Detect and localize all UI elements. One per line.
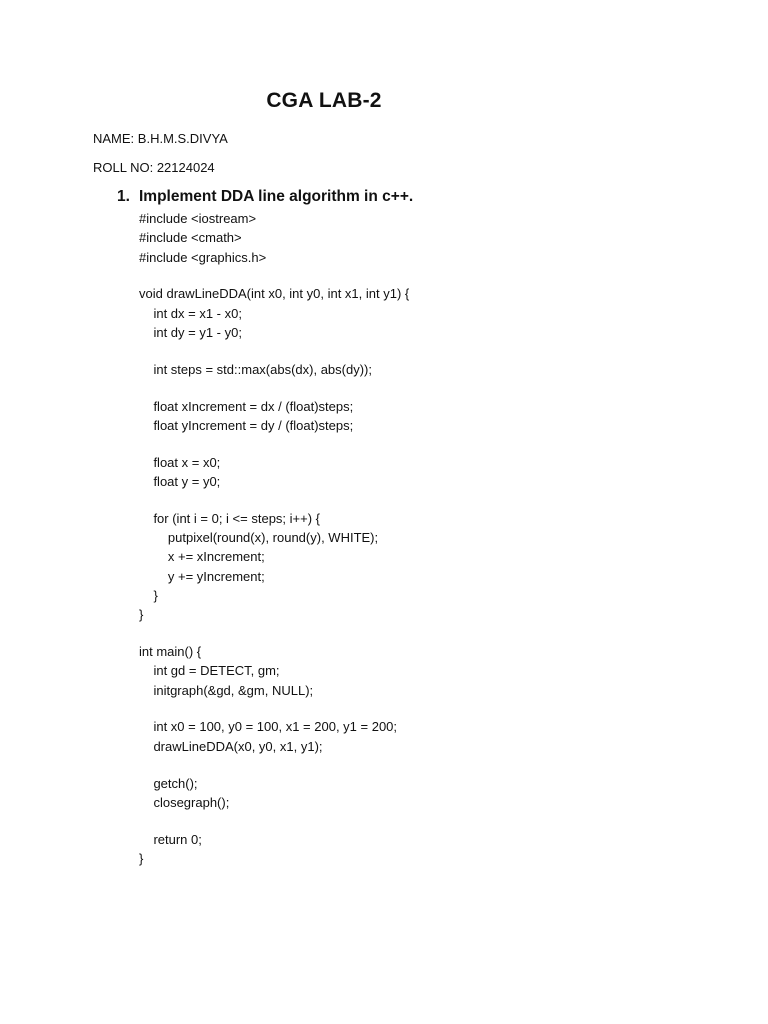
code-line: int dx = x1 - x0; <box>139 305 242 321</box>
code-line <box>139 625 699 643</box>
code-line: x += xIncrement; <box>139 549 265 565</box>
code-line: return 0; <box>139 831 202 847</box>
code-line: getch(); <box>139 775 198 791</box>
question-heading <box>117 188 413 206</box>
code-line: int main() { <box>139 644 202 660</box>
code-line: int gd = DETECT, gm; <box>139 663 280 679</box>
code-line: initgraph(&gd, &gm, NULL); <box>139 682 314 698</box>
code-line: int x0 = 100, y0 = 100, x1 = 200, y1 = 200; <box>139 719 398 735</box>
code-line <box>139 491 699 509</box>
code-line <box>139 435 699 453</box>
code-line: #include <cmath> <box>139 230 242 246</box>
code-line: void drawLineDDA(int x0, int y0, int x1, int y1) { <box>139 286 410 302</box>
code-line: int steps = std::max(abs(dx), abs(dy)); <box>139 361 372 377</box>
code-line <box>139 812 699 830</box>
code-line: drawLineDDA(x0, y0, x1, y1); <box>139 738 323 754</box>
code-line: float y = y0; <box>139 473 221 489</box>
code-line: y += yIncrement; <box>139 568 265 584</box>
code-line <box>139 342 699 360</box>
code-line: putpixel(round(x), round(y), WHITE); <box>139 530 379 546</box>
code-line: int dy = y1 - y0; <box>139 324 242 340</box>
code-line: float yIncrement = dy / (float)steps; <box>139 417 354 433</box>
code-line: } <box>139 607 144 623</box>
code-line: float x = x0; <box>139 454 221 470</box>
code-line: for (int i = 0; i <= steps; i++) { <box>139 510 321 526</box>
code-line: #include <iostream> <box>139 211 257 226</box>
code-line <box>139 700 699 718</box>
document-title: CGA LAB-2 <box>266 89 382 112</box>
code-line: } <box>139 587 158 603</box>
code-line: float xIncrement = dx / (float)steps; <box>139 398 354 414</box>
student-name: NAME: B.H.M.S.DIVYA <box>93 131 228 146</box>
code-line <box>139 379 699 397</box>
code-line: #include <graphics.h> <box>139 249 267 265</box>
code-listing <box>139 209 699 868</box>
code-line <box>139 267 699 285</box>
question-number: 1. <box>117 188 130 205</box>
roll-number: ROLL NO: 22124024 <box>93 160 215 175</box>
code-line: closegraph(); <box>139 794 230 810</box>
question-text: Implement DDA line algorithm in c++. <box>139 188 414 205</box>
code-line: } <box>139 850 144 866</box>
code-line <box>139 756 699 774</box>
